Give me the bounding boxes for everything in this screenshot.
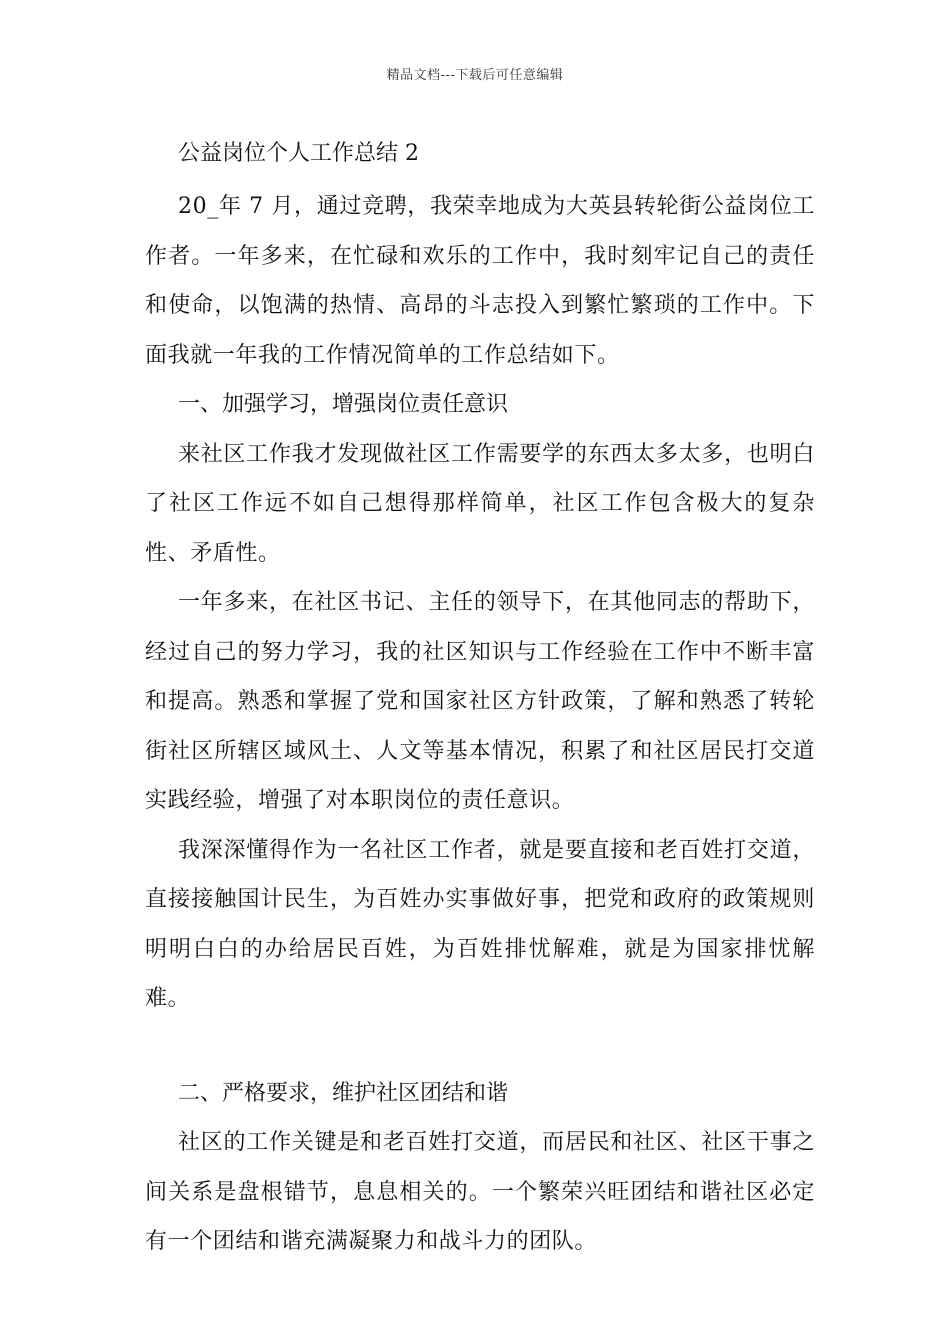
document-title: 公益岗位个人工作总结 2 <box>178 141 419 166</box>
page-header: 精品文档---下载后可任意编辑 <box>386 68 564 83</box>
paragraph-learning: 来社区工作我才发现做社区工作需要学的东西太多太多，也明白了社区工作远不如自己想得那样简单，社区工作包含极大的复杂性、矛盾性。 <box>145 441 815 566</box>
paragraph-growth: 一年多来，在社区书记、主任的领导下，在其他同志的帮助下，经过自己的努力学习，我的社区知识与工作经验在工作中不断丰富和提高。熟悉和掌握了党和国家社区方针政策，了解和熟悉了转轮街社区所辖区域风土、人文等基本情况，积累了和社区居民打交道实践经验，增强了对本职岗位的责任意识。 <box>145 590 815 813</box>
section-spacer <box>145 1024 815 1069</box>
paragraph-duty: 我深深懂得作为一名社区工作者，就是要直接和老百姓打交道，直接接触国计民生，为百姓办实事做好事，把党和政府的政策规则明明白白的办给居民百姓，为百姓排忧解难，就是为国家排忧解难。 <box>145 837 815 1011</box>
paragraph-intro: 20_年 7 月，通过竞聘，我荣幸地成为大英县转轮街公益岗位工作者。一年多来，在忙碌和欢乐的工作中，我时刻牢记自己的责任和使命，以饱满的热情、高昂的斗志投入到繁忙繁琐的工作中。下面我就一年我的工作情况简单的工作总结如下。 <box>145 194 815 368</box>
paragraph-harmony: 社区的工作关键是和老百姓打交道，而居民和社区、社区干事之间关系是盘根错节，息息相关的。一个繁荣兴旺团结和谐社区必定有一个团结和谐充满凝聚力和战斗力的团队。 <box>145 1130 815 1254</box>
document-body <box>145 136 815 1267</box>
section-heading-2: 二、严格要求，维护社区团结和谐 <box>178 1080 509 1106</box>
section-heading-1: 一、加强学习，增强岗位责任意识 <box>178 392 509 417</box>
